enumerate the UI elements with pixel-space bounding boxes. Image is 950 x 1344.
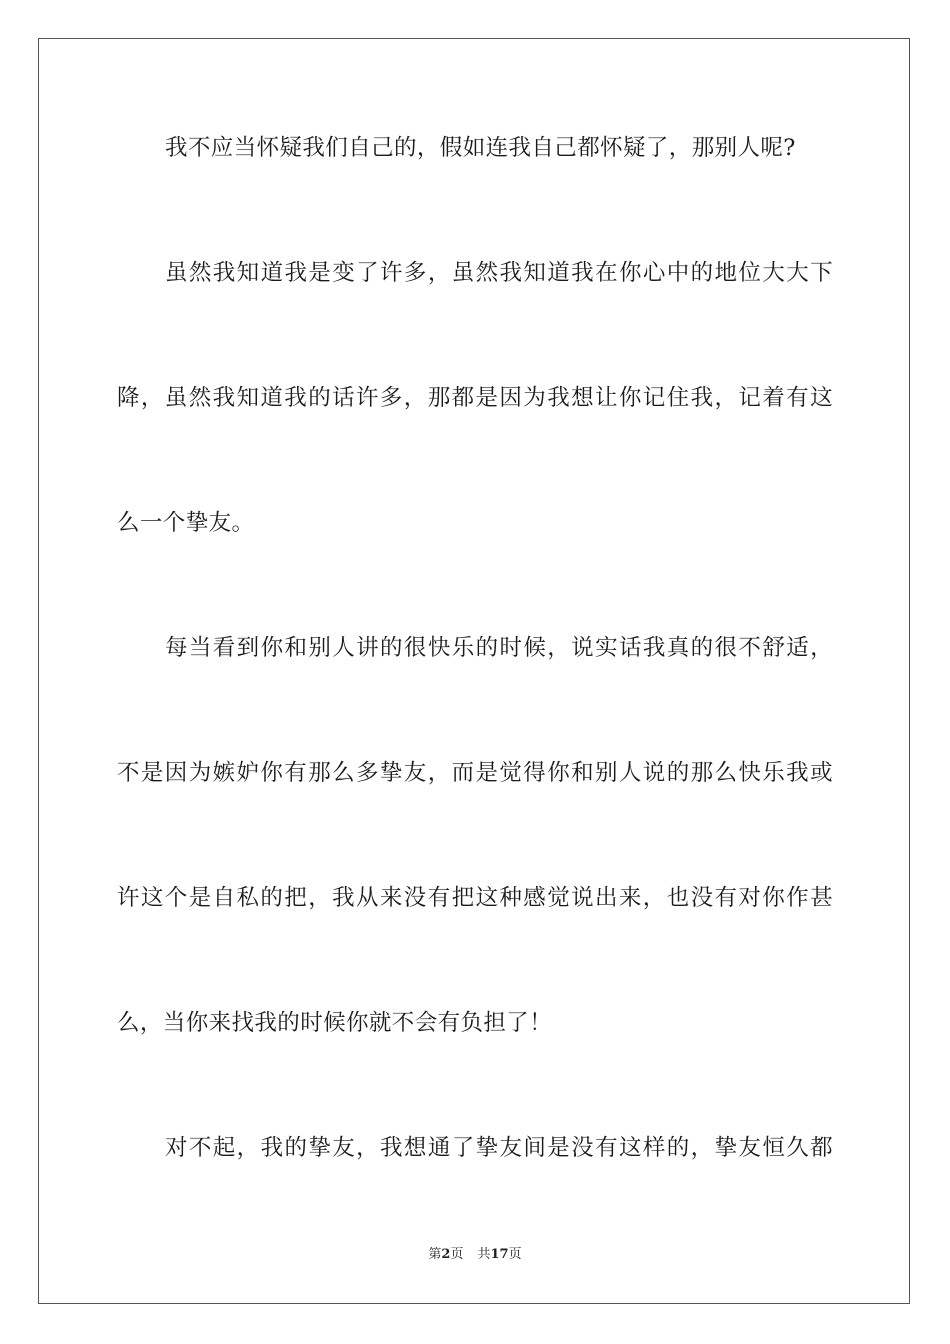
text-line-7: 许这个是自私的把，我从来没有把这种感觉说出来，也没有对你作甚: [117, 885, 833, 911]
total-prefix: 共: [477, 1247, 491, 1262]
text-line-8: 么，当你来找我的时候你就不会有负担了！: [117, 1010, 553, 1036]
total-suffix: 页: [508, 1247, 522, 1262]
text-line-1: 我不应当怀疑我们自己的，假如连我自己都怀疑了，那别人呢?: [165, 135, 796, 161]
page-border: [38, 38, 910, 1304]
text-line-5: 每当看到你和别人讲的很快乐的时候，说实话我真的很不舒适，: [165, 635, 833, 661]
page-footer: [0, 1246, 950, 1264]
page-suffix: 页: [450, 1247, 464, 1262]
page-number: 2: [441, 1247, 451, 1262]
page-prefix: 第: [428, 1247, 442, 1262]
text-line-9: 对不起，我的挚友，我想通了挚友间是没有这样的，挚友恒久都: [165, 1135, 833, 1161]
text-line-6: 不是因为嫉妒你有那么多挚友，而是觉得你和别人说的那么快乐我或: [117, 760, 833, 786]
text-line-3: 降，虽然我知道我的话许多，那都是因为我想让你记住我，记着有这: [117, 385, 833, 411]
text-line-2: 虽然我知道我是变了许多，虽然我知道我在你心中的地位大大下: [165, 260, 833, 286]
total-pages: 17: [490, 1247, 509, 1262]
text-line-4: 么一个挚友。: [117, 510, 255, 536]
